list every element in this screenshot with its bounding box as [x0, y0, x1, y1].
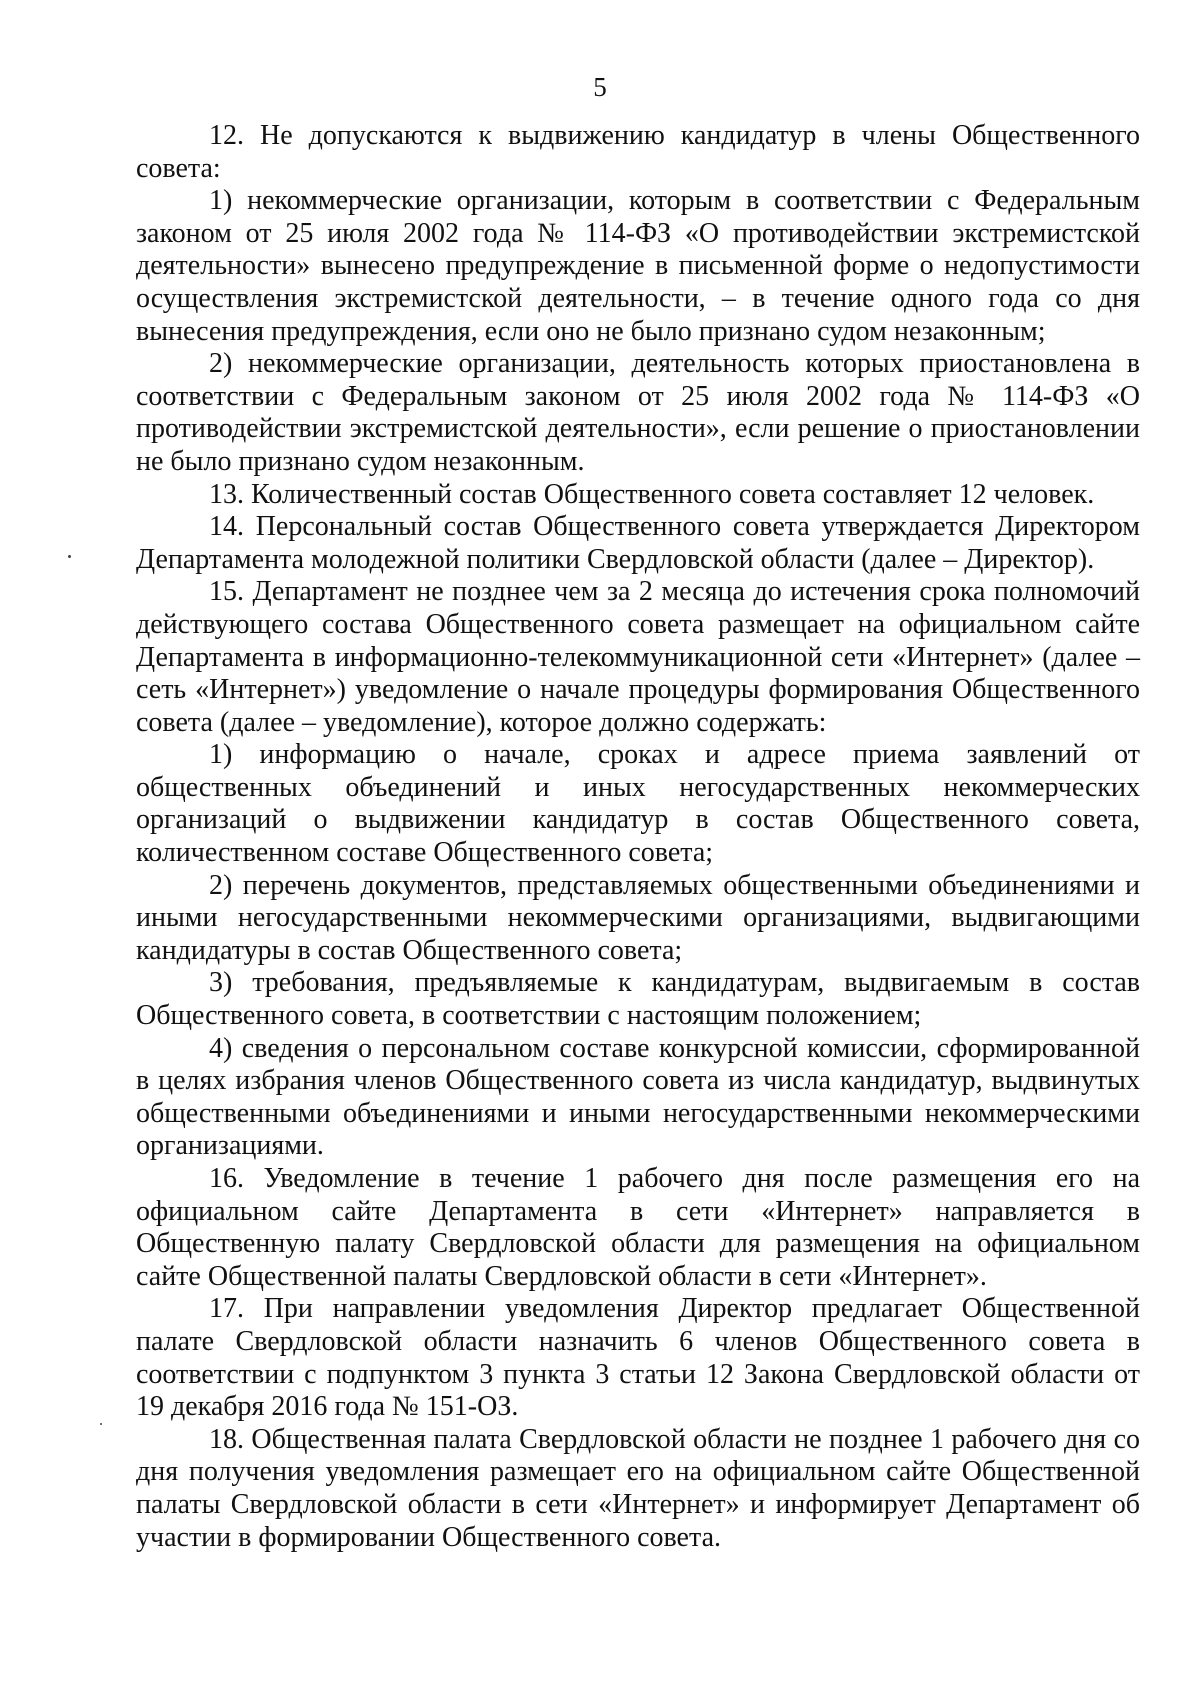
paragraph-15-item-1: 1) информацию о начале, сроках и адресе приема заявлений от общественных объединений и иных негосударственных некоммерческих организаций о выдвижении кандидатур в состав Общественного совета, количественном составе Общественного совета;	[136, 739, 1140, 869]
paragraph-15-item-3: 3) требования, предъявляемые к кандидатурам, выдвигаемым в состав Общественного совета, в соответствии с настоящим положением;	[136, 967, 1140, 1032]
paragraph-15-item-4: 4) сведения о персональном составе конкурсной комиссии, сформированной в целях избрания членов Общественного совета из числа кандидатур, выдвинутых общественными объединениями и иными негосударственными некоммерческими организациями.	[136, 1032, 1140, 1162]
paragraph-12-item-1: 1) некоммерческие организации, которым в соответствии с Федеральным законом от 25 июля 2002 года № 114-ФЗ «О противодействии экстремистской деятельности» вынесено предупреждение в письменной форме о недопустимости осуществления экстремистской деятельности, – в течение одного года со дня вынесения предупреждения, если оно не было признано судом незаконным;	[136, 185, 1140, 347]
paragraph-16: 16. Уведомление в течение 1 рабочего дня после размещения его на официальном сайте Департамента в сети «Интернет» направляется в Общественную палату Свердловской области для размещения на официальном сайте Общественной палаты Свердловской области в сети «Интернет».	[136, 1163, 1140, 1292]
page-number: 5	[593, 72, 607, 102]
paragraph-14: 14. Персональный состав Общественного совета утверждается Директором Департамента молодежной политики Свердловской области (далее – Директор).	[136, 511, 1140, 575]
paragraph-15-item-2: 2) перечень документов, представляемых общественными объединениями и иными негосударственными некоммерческими организациями, выдвигающими кандидатуры в состав Общественного совета;	[136, 869, 1140, 966]
document-body	[136, 120, 1140, 1554]
paragraph-17: 17. При направлении уведомления Директор предлагает Общественной палате Свердловской области назначить 6 членов Общественного совета в соответствии с подпунктом 3 пункта 3 статьи 12 Закона Свердловской области от 19 декабря 2016 года № 151-ОЗ.	[136, 1293, 1140, 1423]
scan-speck	[68, 555, 71, 558]
paragraph-15: 15. Департамент не позднее чем за 2 месяца до истечения срока полномочий действующего состава Общественного совета размещает на официальном сайте Департамента в информационно-телекоммуникационной сети «Интернет» (далее – сеть «Интернет») уведомление о начале процедуры формирования Общественного совета (далее – уведомление), которое должно содержать:	[136, 576, 1140, 738]
paragraph-18: 18. Общественная палата Свердловской области не позднее 1 рабочего дня со дня получения уведомления размещает его на официальном сайте Общественной палаты Свердловской области в сети «Интернет» и информирует Департамент об участии в формировании Общественного совета.	[136, 1423, 1140, 1553]
paragraph-12-item-2: 2) некоммерческие организации, деятельность которых приостановлена в соответствии с Федеральным законом от 25 июля 2002 года № 114-ФЗ «О противодействии экстремистской деятельности», если решение о приостановлении не было признано судом незаконным.	[136, 348, 1140, 477]
paragraph-12: 12. Не допускаются к выдвижению кандидатур в члены Общественного совета:	[136, 120, 1140, 184]
paragraph-13: 13. Количественный состав Общественного совета составляет 12 человек.	[209, 478, 1095, 510]
scan-speck	[100, 1423, 102, 1425]
